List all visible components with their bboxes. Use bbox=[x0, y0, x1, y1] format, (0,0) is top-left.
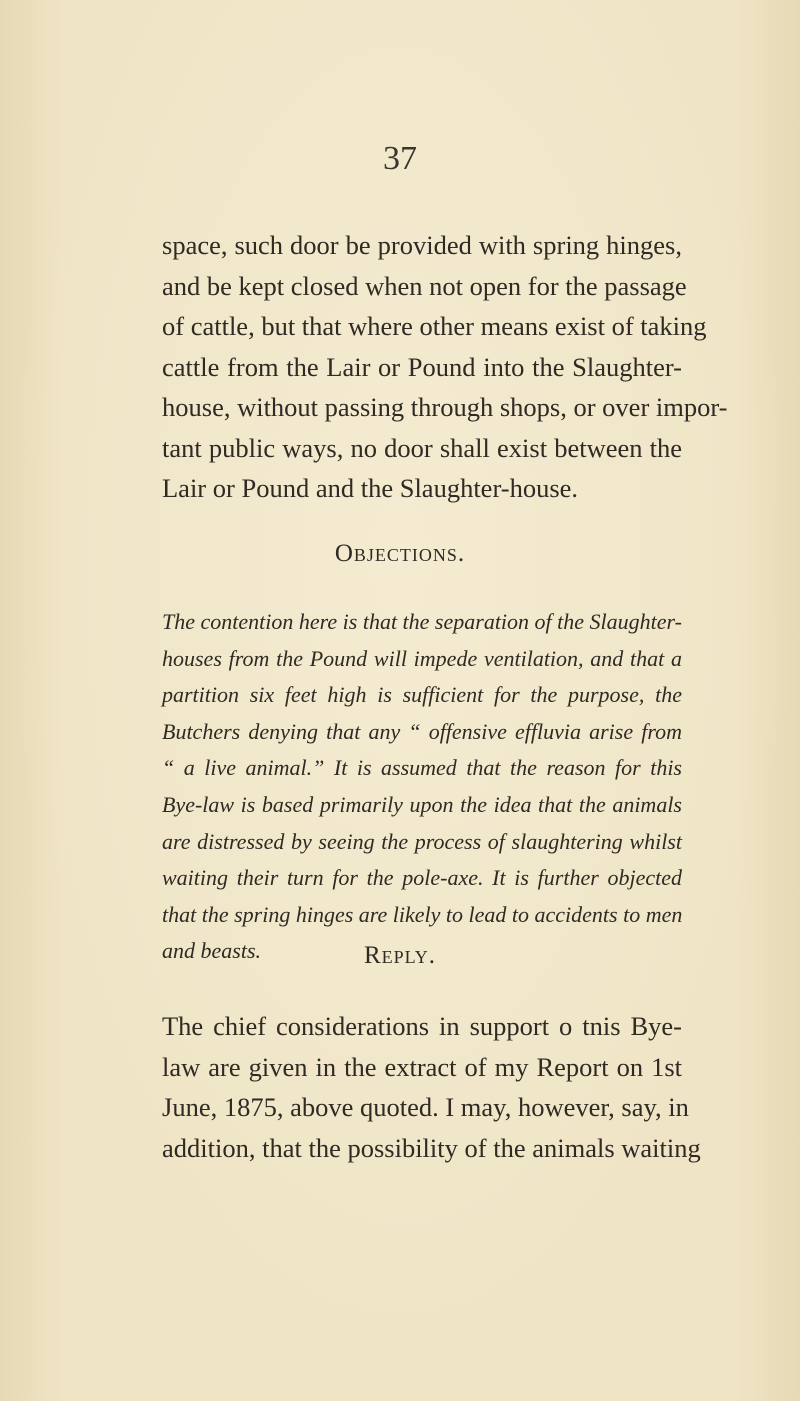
text-line: addition, that the possibility of the animals waiting bbox=[162, 1132, 701, 1163]
text-line: space, such door be provided with spring hinges, bbox=[162, 230, 682, 260]
text-line: of cattle, but that where other means exist of taking bbox=[162, 311, 707, 341]
text-line: Bye-law is based primarily upon the idea that the animals bbox=[162, 791, 682, 817]
section-heading-objections: Objections. bbox=[334, 540, 466, 567]
text-line: “ a live animal.” It is assumed that the reason for this bbox=[162, 755, 682, 781]
text-line: tant public ways, no door shall exist between the bbox=[162, 432, 682, 463]
text-line: partition six feet high is sufficient for the purpose, the bbox=[162, 682, 682, 708]
text-line: houses from the Pound will impede ventilation, and that a bbox=[162, 645, 682, 671]
text-line: June, 1875, above quoted. I may, however, say, in bbox=[162, 1092, 689, 1122]
paragraph-reply bbox=[162, 1006, 701, 1168]
text-line: are distressed by seeing the process of slaughtering whilst bbox=[162, 828, 682, 854]
section-heading-reply: Reply. bbox=[363, 942, 437, 969]
text-line: The chief considerations in support o tnis Bye- bbox=[162, 1011, 682, 1041]
paragraph-objections bbox=[162, 604, 682, 970]
text-line: and be kept closed when not open for the passage bbox=[162, 270, 687, 301]
text-line: waiting their turn for the pole-axe. It is further objected bbox=[162, 865, 682, 891]
text-line: and beasts. bbox=[162, 938, 261, 964]
text-line: house, without passing through shops, or over impor- bbox=[162, 392, 728, 422]
text-line: Butchers denying that any “ offensive effluvia arise from bbox=[162, 718, 682, 744]
text-line: cattle from the Lair or Pound into the Slaughter- bbox=[162, 351, 682, 382]
text-line: that the spring hinges are likely to lead to accidents to men bbox=[162, 901, 683, 927]
paragraph-door-provision bbox=[162, 225, 728, 509]
page-number: 37 bbox=[383, 140, 417, 177]
text-line: The contention here is that the separation of the Slaughter- bbox=[162, 609, 682, 634]
text-line: law are given in the extract of my Report on 1st bbox=[162, 1051, 682, 1082]
text-line: Lair or Pound and the Slaughter-house. bbox=[162, 473, 579, 503]
